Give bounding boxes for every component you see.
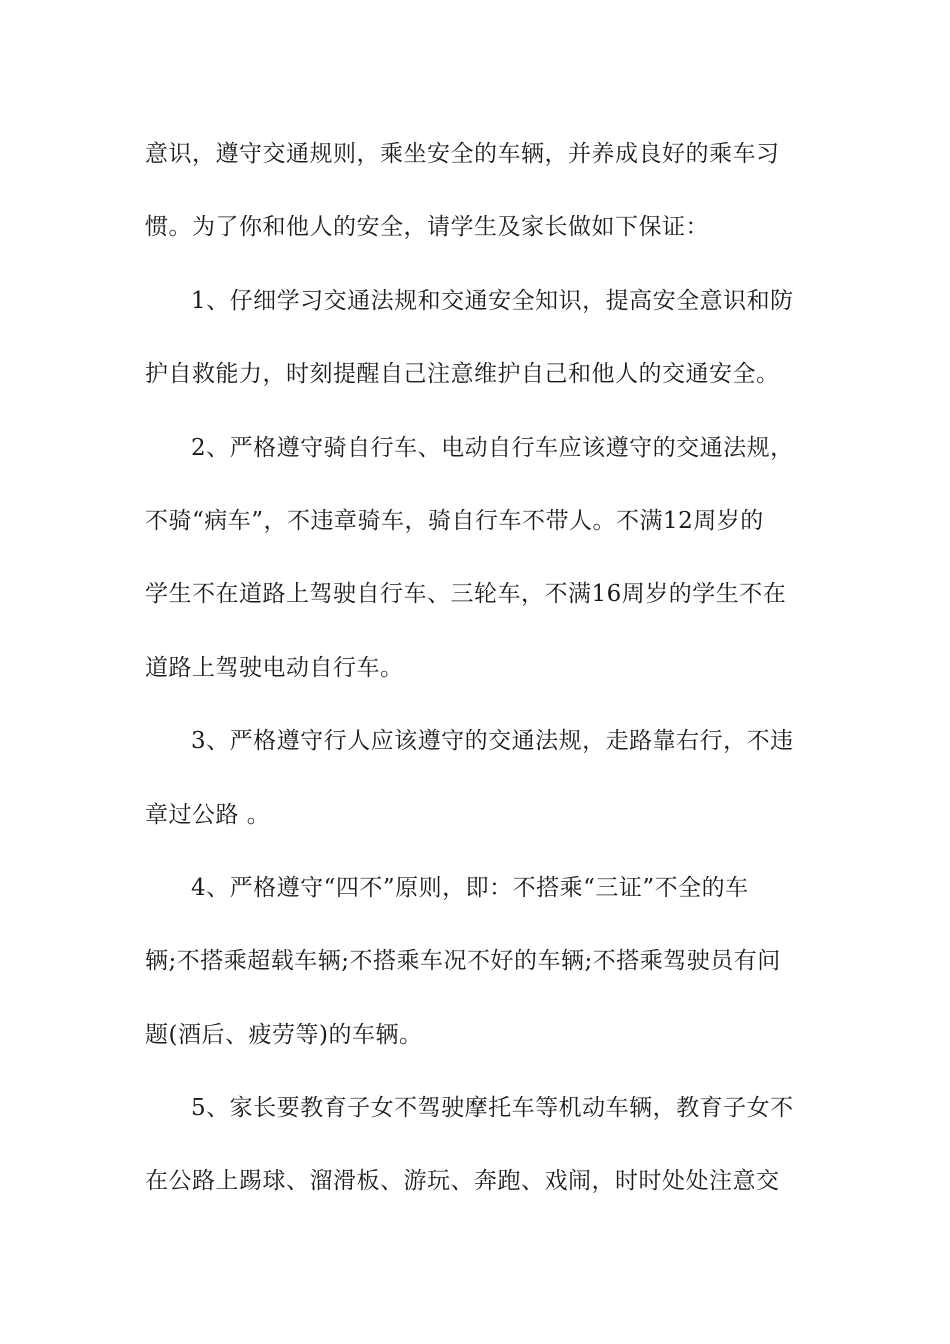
- text-line: 章过公路 。: [145, 801, 271, 828]
- text-line: 意识，遵守交通规则，乘坐安全的车辆，并养成良好的乘车习: [145, 141, 780, 167]
- text-line: 在公路上踢球、溜滑板、游玩、奔跑、戏闹，时时处处注意交: [145, 1168, 780, 1195]
- text-line: 题(酒后、疲劳等)的车辆。: [145, 1021, 423, 1048]
- text-line: 学生不在道路上驾驶自行车、三轮车，不满16周岁的学生不在: [145, 581, 787, 608]
- text-line: 不骑“病车”，不违章骑车，骑自行车不带人。不满12周岁的: [145, 507, 764, 534]
- text-line: 2、严格遵守骑自行车、电动自行车应该遵守的交通法规，: [191, 434, 794, 461]
- text-line: 辆;不搭乘超载车辆;不搭乘车况不好的车辆;不搭乘驾驶员有问: [145, 948, 781, 975]
- text-line: 4、严格遵守“四不”原则，即：不搭乘“三证”不全的车: [191, 874, 749, 901]
- text-line: 5、家长要教育子女不驾驶摩托车等机动车辆，教育子女不: [191, 1095, 794, 1122]
- text-line: 道路上驾驶电动自行车。: [145, 654, 404, 681]
- text-line: 惯。为了你和他人的安全，请学生及家长做如下保证：: [145, 214, 709, 241]
- text-line: 3、严格遵守行人应该遵守的交通法规，走路靠右行，不违: [191, 728, 794, 755]
- body-text: [145, 128, 810, 1229]
- text-line: 1、仔细学习交通法规和交通安全知识，提高安全意识和防: [191, 287, 794, 314]
- text-line: 护自救能力，时刻提醒自己注意维护自己和他人的交通安全。: [145, 361, 780, 388]
